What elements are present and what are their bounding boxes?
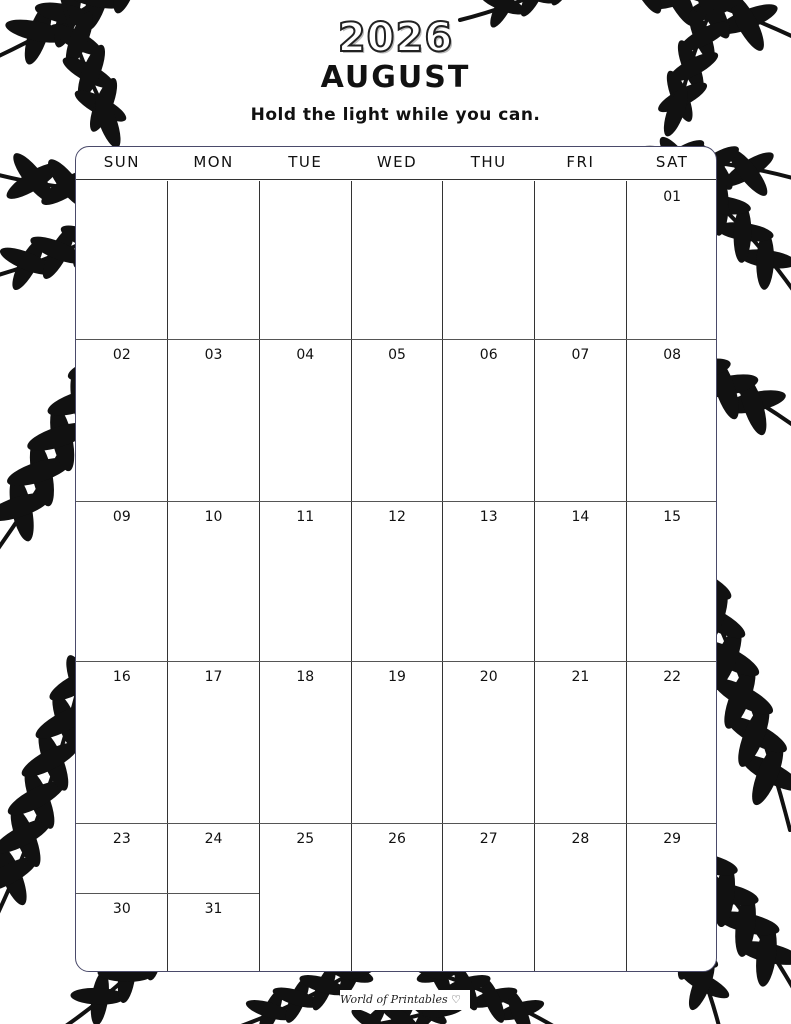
row-divider [76, 823, 717, 824]
weekday-mon: MON [193, 153, 234, 171]
year-title: 2026 [337, 15, 454, 61]
day-cell-number: 12 [388, 509, 406, 525]
day-cell-number: 26 [388, 831, 406, 847]
day-cell-number: 07 [571, 347, 590, 363]
weekday-sun: SUN [103, 153, 140, 171]
column-divider [442, 181, 443, 971]
day-cell-number: 19 [388, 669, 406, 685]
weekday-sat: SAT [655, 153, 689, 171]
weekday-tue: TUE [288, 153, 323, 171]
day-cell-number: 08 [663, 347, 682, 363]
row-divider [76, 661, 717, 662]
column-divider [167, 181, 168, 971]
month-title: AUGUST [320, 60, 471, 95]
column-divider [351, 181, 352, 971]
quote-text: Hold the light while you can. [250, 105, 541, 125]
day-cell-number: 17 [204, 669, 223, 685]
day-cell-number: 16 [112, 669, 131, 685]
weekday-wed: WED [376, 153, 418, 171]
day-cell-number: 05 [388, 347, 406, 363]
row-divider [76, 893, 259, 894]
day-cell-number: 14 [571, 509, 590, 525]
day-cell-number: 22 [663, 669, 682, 685]
day-cell-number: 25 [296, 831, 315, 847]
day-cell-number: 02 [112, 347, 131, 363]
day-cell-number: 01 [663, 189, 682, 205]
day-cell-number: 24 [204, 831, 223, 847]
day-cell-number: 21 [571, 669, 590, 685]
column-divider [534, 181, 535, 971]
day-cell-number: 27 [479, 831, 498, 847]
weekday-thu: THU [470, 153, 507, 171]
heart-icon: ♡ [451, 993, 462, 1006]
day-cell-number: 29 [663, 831, 682, 847]
column-divider [259, 181, 260, 971]
day-cell-number: 11 [296, 509, 315, 525]
day-cell-number: 04 [296, 347, 315, 363]
weekday-header-row [76, 147, 716, 180]
day-cell-number: 06 [479, 347, 498, 363]
row-divider [76, 339, 717, 340]
row-divider [76, 501, 717, 502]
brand-logo [340, 990, 470, 1010]
day-cell-number: 15 [663, 509, 682, 525]
day-cell-number: 20 [479, 669, 498, 685]
day-cell-number: 23 [112, 831, 131, 847]
day-cell-number: 30 [112, 901, 131, 917]
day-cell-number: 10 [204, 509, 223, 525]
day-cell-number: 28 [571, 831, 590, 847]
column-divider [626, 181, 627, 971]
day-cell-number: 31 [204, 901, 223, 917]
calendar-grid [75, 146, 717, 972]
day-cell-number: 13 [479, 509, 498, 525]
brand-name: World of Printables [340, 993, 448, 1006]
weekday-fri: FRI [566, 153, 595, 171]
day-cell-number: 09 [112, 509, 131, 525]
day-cell-number: 03 [204, 347, 223, 363]
day-cell-number: 18 [296, 669, 315, 685]
